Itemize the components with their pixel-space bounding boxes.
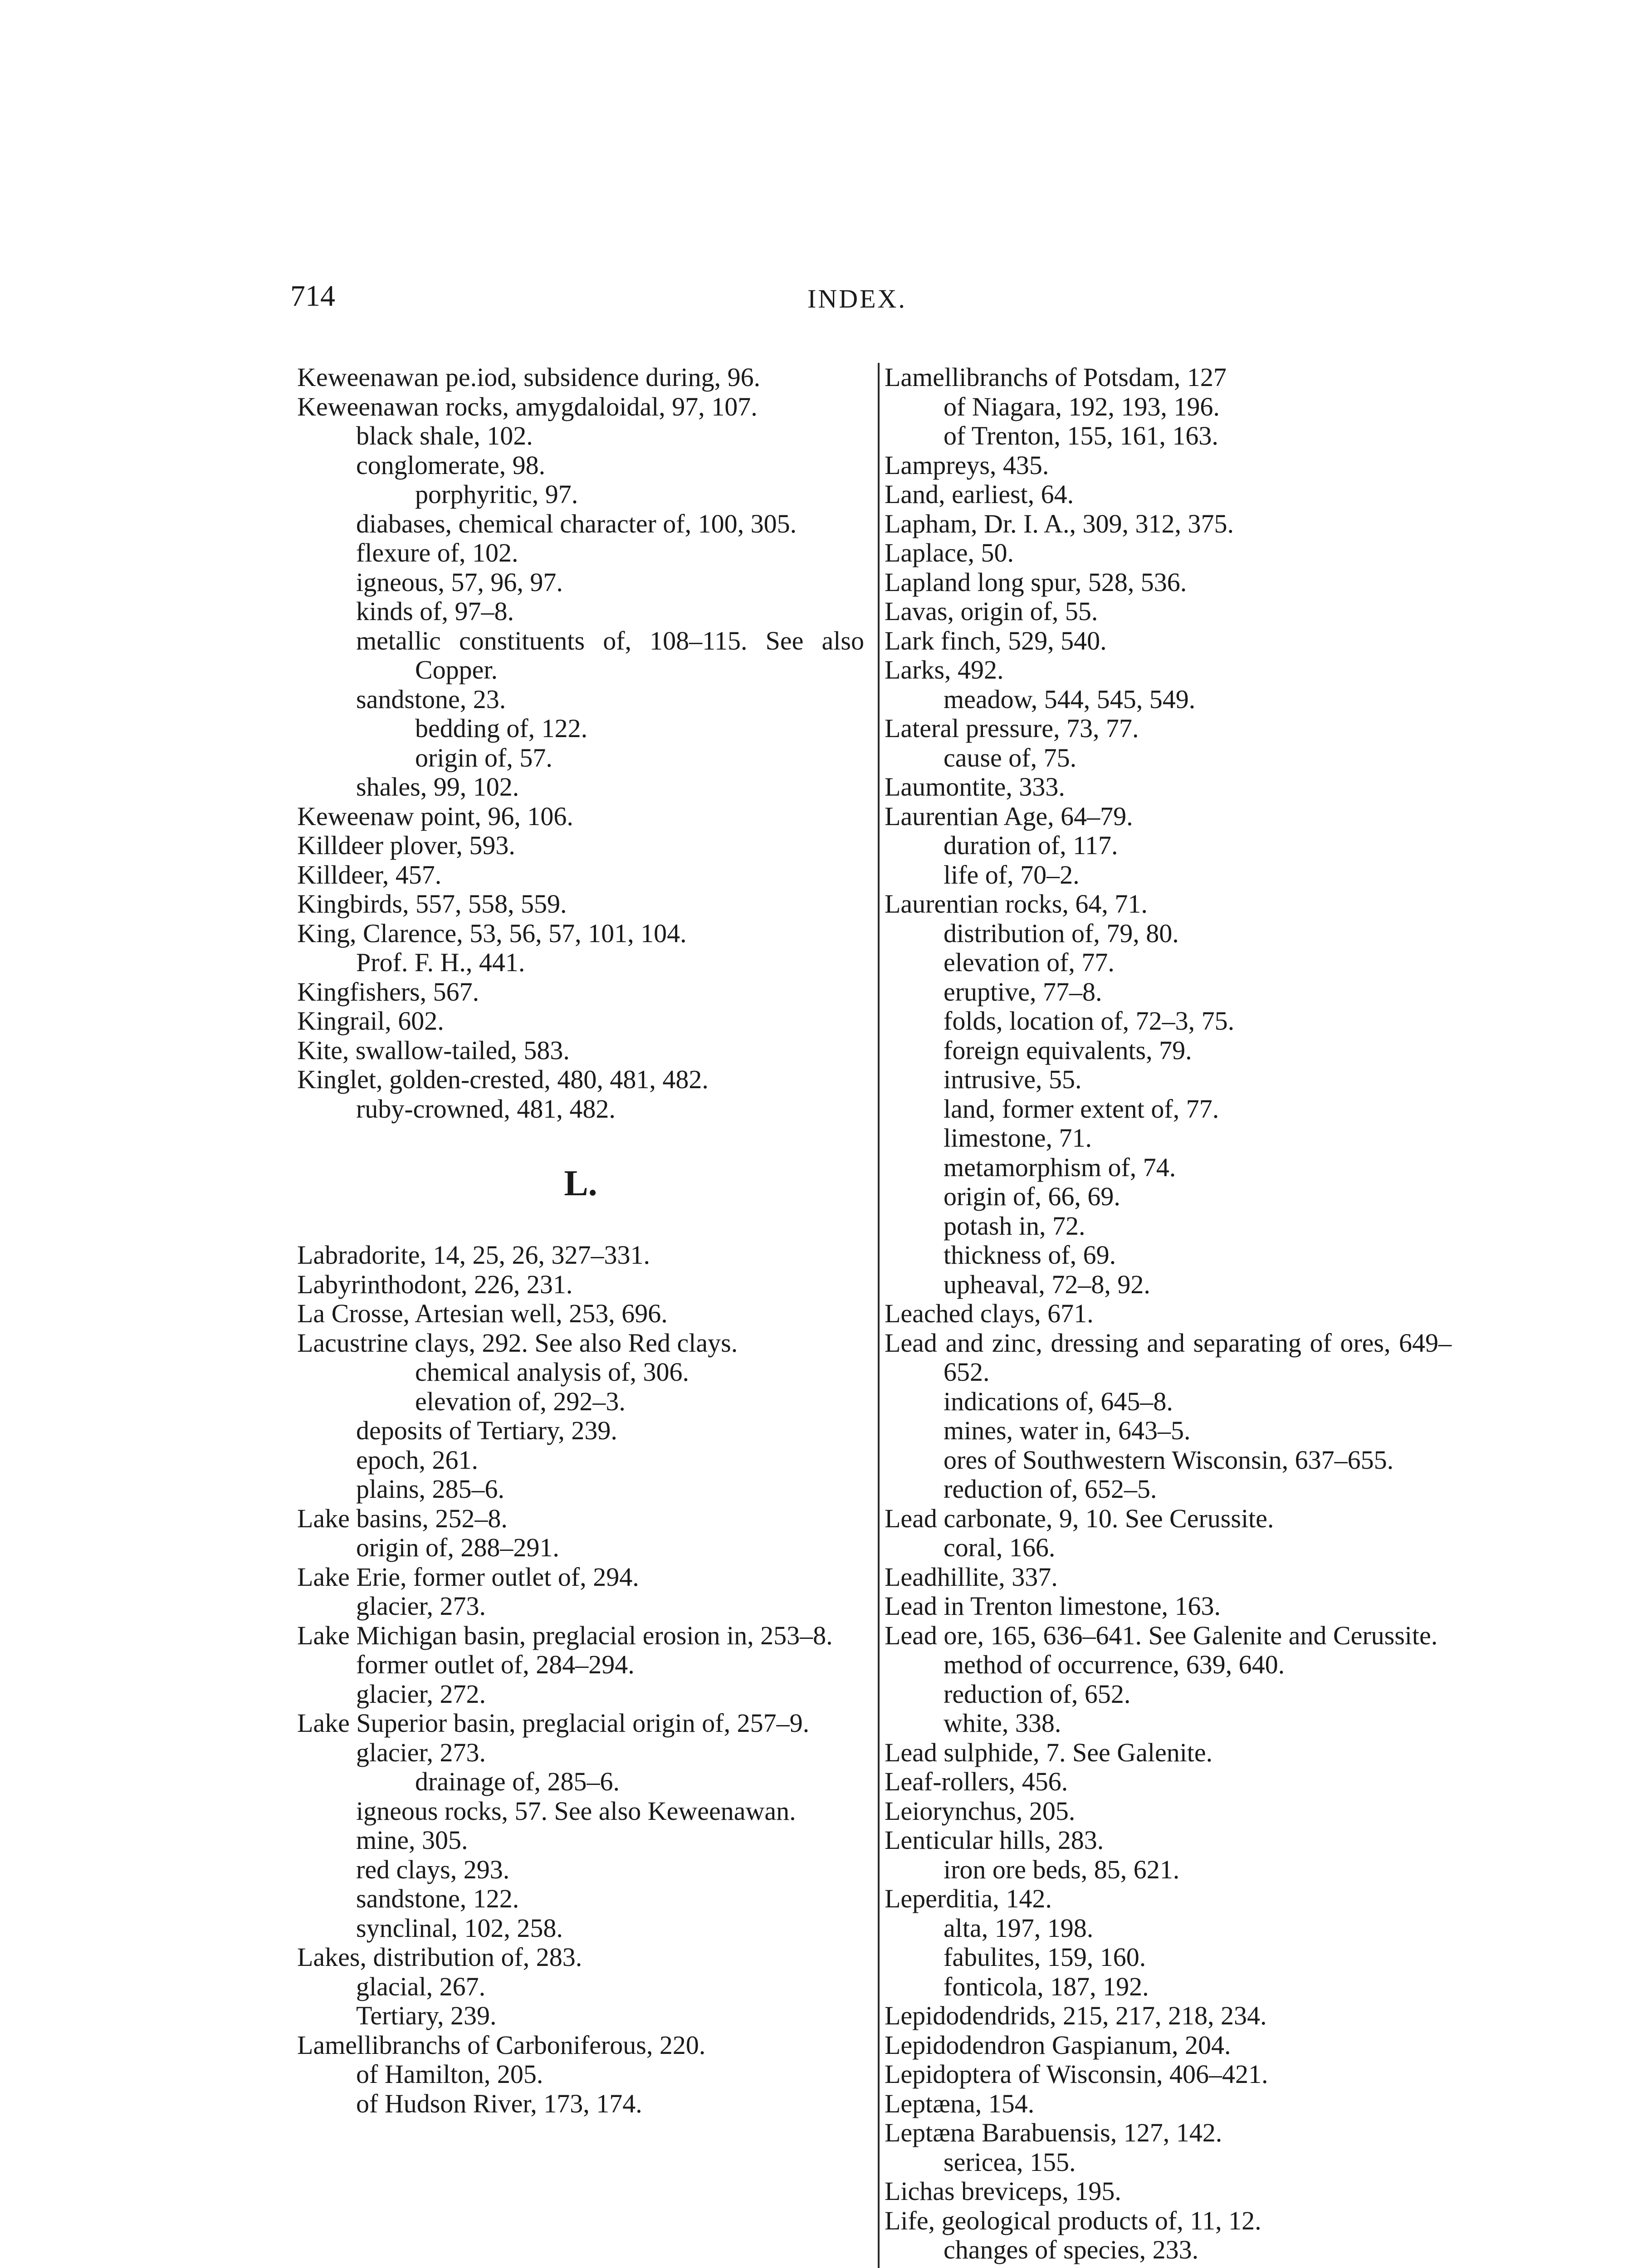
index-entry: of Trenton, 155, 161, 163. [944,421,1218,450]
index-entry: Killdeer, 457. [297,860,442,890]
index-entry: Keweenawan rocks, amygdaloidal, 97, 107. [297,391,758,421]
index-entry: kinds of, 97–8. [356,596,514,626]
running-head: INDEX. [807,284,907,313]
index-entry: glacial, 267. [356,1971,486,2001]
index-entry: sandstone, 23. [356,684,506,714]
page-number: 714 [290,279,335,313]
index-entry: Leiorynchus, 205. [885,1796,1076,1826]
index-entry: Lepidodendrids, 215, 217, 218, 234. [885,2001,1267,2030]
index-entry: foreign equivalents, 79. [944,1035,1192,1065]
index-entry: changes of species, 233. [944,2235,1199,2264]
index-entry: diabases, chemical character of, 100, 305. [356,508,797,538]
index-entry: King, Clarence, 53, 56, 57, 101, 104. [297,918,687,948]
index-entry: Keweenaw point, 96, 106. [297,801,573,831]
index-column-left [297,363,864,2118]
index-entry: origin of, 288–291. [356,1533,559,1562]
index-entry: Kinglet, golden-crested, 480, 481, 482. [297,1065,709,1094]
index-entry: white, 338. [944,1708,1061,1738]
index-entry: Laurentian rocks, 64, 71. [885,889,1148,919]
index-entry: Lakes, distribution of, 283. [297,1942,582,1972]
index-entry: black shale, 102. [356,421,533,450]
index-entry: Lead ore, 165, 636–641. See Galenite and Cerussite. [885,1620,1438,1650]
index-entry: method of occurrence, 639, 640. [944,1650,1285,1679]
index-entry: Leptæna Barabuensis, 127, 142. [885,2118,1222,2147]
index-entry: Laumontite, 333. [885,772,1065,802]
index-entry: synclinal, 102, 258. [356,1913,563,1943]
index-entry: elevation of, 77. [944,948,1115,977]
index-entry: Lake Superior basin, preglacial origin of, 257–9. [297,1708,810,1738]
index-entry: Leached clays, 671. [885,1299,1094,1328]
index-entry: Lacustrine clays, 292. See also Red clays. [297,1328,738,1358]
column-divider [878,363,880,2268]
index-entry: Laurentian Age, 64–79. [885,801,1133,831]
index-entry: drainage of, 285–6. [415,1767,620,1796]
index-entry: life of, 70–2. [944,860,1080,890]
index-column-right [885,363,1452,2265]
index-entry: glacier, 273. [356,1591,486,1621]
index-entry: fonticola, 187, 192. [944,1971,1149,2001]
index-entry: intrusive, 55. [944,1065,1082,1094]
index-entry: eruptive, 77–8. [944,977,1102,1007]
index-entry: Lake Erie, former outlet of, 294. [297,1562,639,1592]
index-entry: Lepidodendron Gaspianum, 204. [885,2030,1231,2060]
index-entry: of Hamilton, 205. [356,2059,543,2089]
index-entry: Leptæna, 154. [885,2088,1035,2118]
index-entry: sericea, 155. [944,2147,1076,2177]
index-entry: Lead in Trenton limestone, 163. [885,1591,1221,1621]
index-entry: origin of, 57. [415,743,552,772]
index-entry: Labyrinthodont, 226, 231. [297,1269,573,1299]
index-entry: metallic constituents of, 108–115. See also Copper. [356,626,864,684]
index-entry: land, former extent of, 77. [944,1094,1219,1124]
index-entry: igneous rocks, 57. See also Keweenawan. [356,1796,796,1826]
index-entry: ruby-crowned, 481, 482. [356,1094,616,1124]
index-entry: glacier, 272. [356,1679,486,1709]
index-entry: potash in, 72. [944,1211,1085,1241]
index-entry: Kingrail, 602. [297,1006,444,1036]
index-entry: plains, 285–6. [356,1474,505,1504]
index-entry: metamorphism of, 74. [944,1152,1176,1182]
index-entry: Kingbirds, 557, 558, 559. [297,889,567,919]
index-entry: meadow, 544, 545, 549. [944,684,1196,714]
index-entry: cause of, 75. [944,743,1077,772]
index-entry: Lenticular hills, 283. [885,1825,1104,1855]
index-entry: indications of, 645–8. [944,1386,1173,1416]
index-entry: Lavas, origin of, 55. [885,596,1098,626]
index-entry: Lampreys, 435. [885,450,1049,480]
index-entry: Lake basins, 252–8. [297,1503,508,1533]
index-entry: bedding of, 122. [415,714,588,743]
index-entry: Larks, 492. [885,655,1004,684]
index-entry: thickness of, 69. [944,1240,1116,1270]
index-entry: Lepidoptera of Wisconsin, 406–421. [885,2059,1268,2089]
index-entry: of Niagara, 192, 193, 196. [944,391,1220,421]
index-entry: Life, geological products of, 11, 12. [885,2205,1261,2235]
index-entry: Lead carbonate, 9, 10. See Cerussite. [885,1503,1274,1533]
index-entry: La Crosse, Artesian well, 253, 696. [297,1299,668,1328]
section-letter: L. [564,1163,597,1203]
index-entry: Lamellibranchs of Potsdam, 127 [885,362,1227,392]
index-entry: Killdeer plover, 593. [297,831,515,860]
index-entry: Lake Michigan basin, preglacial erosion in, 253–8. [297,1620,833,1650]
index-entry: origin of, 66, 69. [944,1182,1120,1211]
index-entries-right [885,363,1452,2265]
index-entry: Keweenawan pe.iod, subsidence during, 96. [297,362,761,392]
index-entry: flexure of, 102. [356,538,518,567]
index-entry: folds, location of, 72–3, 75. [944,1006,1235,1036]
index-entry: sandstone, 122. [356,1884,519,1913]
index-entry: Land, earliest, 64. [885,479,1074,509]
index-entry: Laplace, 50. [885,538,1014,567]
index-entry: Leadhillite, 337. [885,1562,1058,1592]
index-entry: Prof. F. H., 441. [356,948,525,977]
index-entry: Lamellibranchs of Carboniferous, 220. [297,2030,706,2060]
index-entry: mines, water in, 643–5. [944,1416,1191,1445]
index-entry: chemical analysis of, 306. [415,1357,689,1387]
index-entry: glacier, 273. [356,1737,486,1767]
index-entry: deposits of Tertiary, 239. [356,1416,617,1445]
index-entry: Leaf-rollers, 456. [885,1767,1068,1796]
index-entry: alta, 197, 198. [944,1913,1094,1943]
index-entry: epoch, 261. [356,1445,478,1475]
index-entry: Tertiary, 239. [356,2001,497,2030]
index-entry: red clays, 293. [356,1854,510,1884]
index-entry: Lateral pressure, 73, 77. [885,714,1139,743]
index-entry: ores of Southwestern Wisconsin, 637–655. [944,1445,1394,1475]
index-entry: mine, 305. [356,1825,468,1855]
index-entry: upheaval, 72–8, 92. [944,1269,1150,1299]
index-entry: iron ore beds, 85, 621. [944,1854,1180,1884]
index-entry: conglomerate, 98. [356,450,546,480]
index-entry: igneous, 57, 96, 97. [356,567,563,597]
index-entry: coral, 166. [944,1533,1056,1562]
index-entry: porphyritic, 97. [415,479,578,509]
index-entry: Lapland long spur, 528, 536. [885,567,1187,597]
index-entry: reduction of, 652. [944,1679,1131,1709]
index-entry: shales, 99, 102. [356,772,519,802]
index-entry: limestone, 71. [944,1123,1092,1153]
index-entry: Lead and zinc, dressing and separating of ores, 649–652. [885,1328,1452,1387]
index-entries-l [297,1241,864,2118]
index-entry: distribution of, 79, 80. [944,918,1179,948]
index-entry: Leperditia, 142. [885,1884,1052,1913]
index-entry: Kingfishers, 567. [297,977,479,1007]
index-entry: duration of, 117. [944,831,1118,860]
index-entry: Lark finch, 529, 540. [885,626,1107,655]
index-entry: of Hudson River, 173, 174. [356,2088,642,2118]
index-entry: Lapham, Dr. I. A., 309, 312, 375. [885,508,1234,538]
index-entry: Lichas breviceps, 195. [885,2176,1121,2206]
index-entry: Lead sulphide, 7. See Galenite. [885,1737,1213,1767]
index-entry: fabulites, 159, 160. [944,1942,1146,1972]
index-entries-k [297,363,864,1124]
index-entry: Kite, swallow-tailed, 583. [297,1035,570,1065]
index-entry: elevation of, 292–3. [415,1386,626,1416]
index-entry: reduction of, 652–5. [944,1474,1157,1504]
index-entry: former outlet of, 284–294. [356,1650,635,1679]
index-entry: Labradorite, 14, 25, 26, 327–331. [297,1240,650,1270]
